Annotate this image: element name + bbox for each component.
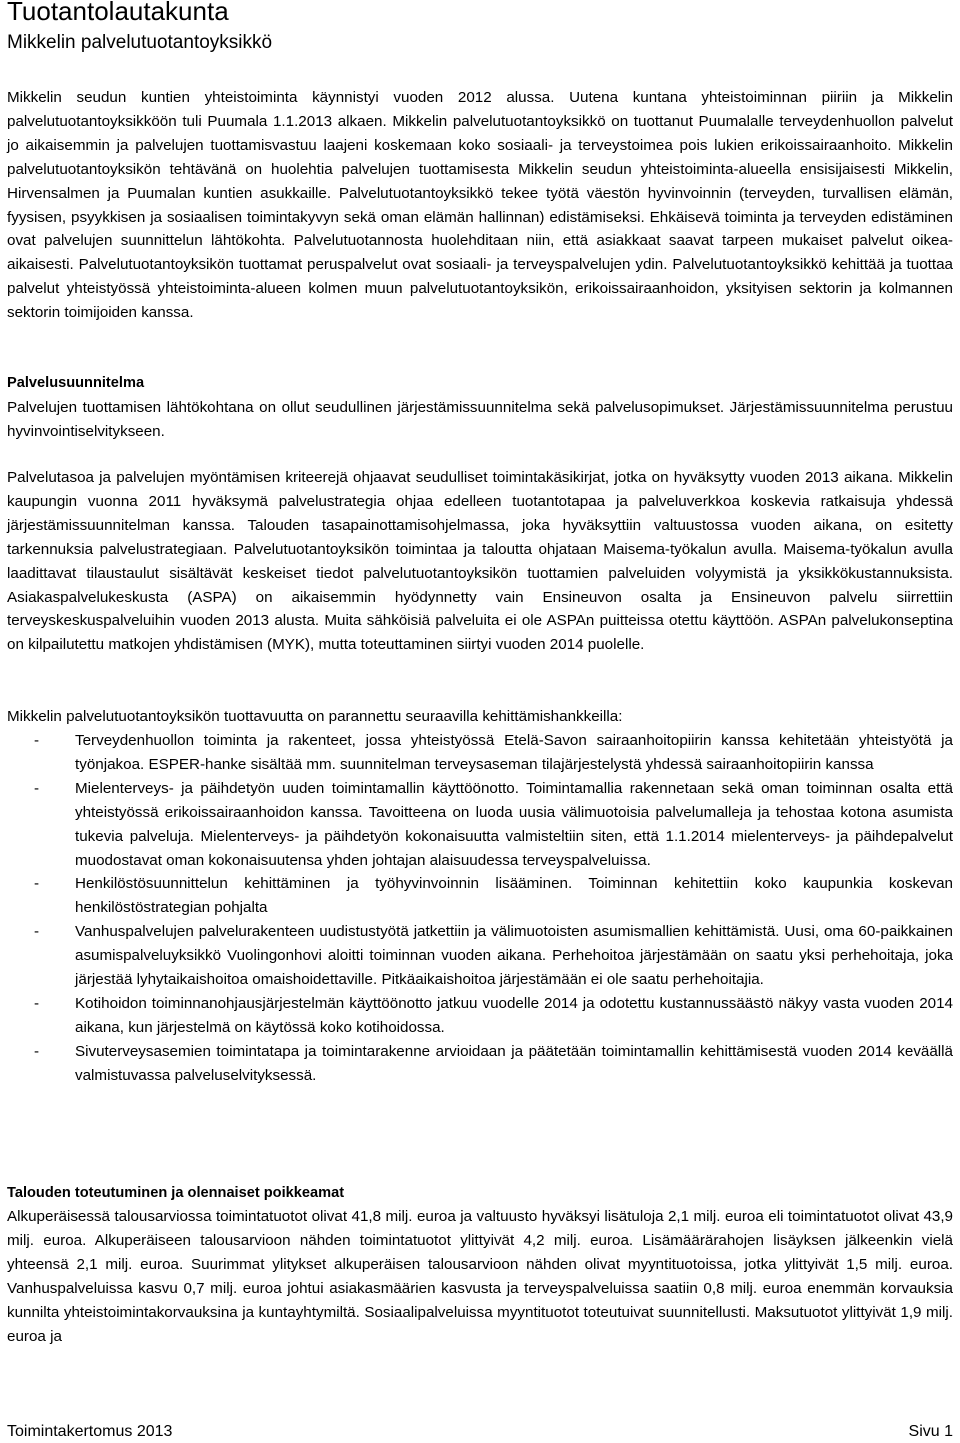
list-item-text: Kotihoidon toiminnanohjausjärjestelmän käyttöönotto jatkuu vuodelle 2014 ja odotettu kustannussäästö näkyy vasta vuoden 2014 aikana, kun järjestelmä on käytössä koko kotihoidossa. bbox=[75, 994, 953, 1036]
intro-paragraph: Mikkelin seudun kuntien yhteistoiminta käynnistyi vuoden 2012 alussa. Uutena kuntana yhteistoiminnan piiriin ja Mikkelin palvelutuotantoyksikköön tuli Puumala 1.1.2013 alkaen. Mikkelin palvelutuotantoyksikkö on tuottanut Puumalalle terveydenhuollon palvelut jo aikaisemmin ja palvelujen tuottamisvastuu laajeni koskemaan koko sosiaali- ja terveystoimea pois lukien erikoissairaanhoito. Mikkelin palvelutuotantoyksikön tehtävänä on huolehtia palvelujen tuottamisesta Mikkelin seudun yhteistoiminta-alueella ensisijaisesti Mikkelin, Hirvensalmen ja Puumalan kuntien asukkaille. Palvelutuotantoyksikkö tekee työtä väestön hyvinvoinnin (terveyden, turvallisen elämän, fyysisen, psyykkisen ja sosiaalisen toimintakyvyn sekä oman elämän hallinnan) edistämiseksi. Ehkäisevä toiminta ja terveyden edistäminen ovat palvelujen suunnittelun lähtökohta. Palvelutuotannosta huolehditaan niin, että asiakkaat saavat tarpeen mukaiset palvelut oikea-aikaisesti. Palvelutuotantoyksikön tuottamat peruspalvelut ovat sosiaali- ja terveyspalvelujen ydin. Palvelutuotantoyksikkö kehittää ja tuottaa palvelut yhteistyössä yhteistoiminta-alueen kolmen muun palvelutuotantoyksikön, erikoissairaanhoidon, yksityisen sektorin ja kolmannen sektorin toimijoiden kanssa. bbox=[7, 89, 953, 322]
footer-document-name: Toimintakertomus 2013 bbox=[7, 1423, 173, 1440]
talouden-toteutuminen-paragraph: Alkuperäisessä talousarviossa toimintatuotot olivat 41,8 milj. euroa ja valtuusto hyväksyi lisätuloja 2,1 milj. euroa eli toimintatuotot olivat 43,9 milj. euroa. Alkuperäiseen talousarvioon nähden toimintatuotot ylittyivät 4,2 milj. euroa. Lisämäärärahojen lisäyksen jälkeenkin vielä yhteensä 2,1 milj. euroa. Suurimmat ylitykset alkuperäisen talousarvioon nähden olivat myyntituotoissa, jotka ylittyivät 1,5 milj. euroa. Vanhuspalveluissa kasvu 0,7 milj. euroa johtui asiakasmäärien kasvusta ja terveyspalveluissa saatiin 0,8 milj. euroa enemmän korvauksia kunnilta yhteistoimintakorvauksina ja kuntayhtymiltä. Sosiaalipalveluissa myyntituotot toteutuivat suunnitellusti. Maksutuotot ylittyivät 1,9 milj. euroa ja bbox=[7, 1208, 953, 1345]
list-item bbox=[7, 1040, 953, 1088]
footer-page-number: Sivu 1 bbox=[908, 1423, 953, 1440]
list-dash: - bbox=[34, 875, 40, 893]
page-footer bbox=[7, 1421, 953, 1443]
list-item bbox=[7, 920, 953, 992]
section-heading-talouden-toteutuminen: Talouden toteutuminen ja olennaiset poikkeamat bbox=[7, 1185, 345, 1201]
list-item-text: Terveydenhuollon toiminta ja rakenteet, jossa yhteistyössä Etelä-Savon sairaanhoitopiirin kanssa kehitetään yhteistyötä ja työnjakoa. ESPER-hanke sisältää mm. suunnitelman terveysaseman tilajärjestelystä yhdessä sairaanhoitopiirin kanssa bbox=[75, 732, 953, 773]
list-item bbox=[7, 872, 953, 920]
list-item-text: Sivuterveysasemien toimintatapa ja toimintarakenne arvioidaan ja päätetään toimintamallin kehittämisestä vuoden 2014 keväällä valmistuvassa palveluselvityksessä. bbox=[75, 1042, 953, 1084]
list-item bbox=[7, 777, 953, 873]
list-dash: - bbox=[34, 994, 40, 1012]
development-list-intro: Mikkelin palvelutuotantoyksikön tuottavuutta on parannettu seuraavilla kehittämishankkeilla: bbox=[7, 708, 623, 725]
section-heading-palvelusuunnitelma: Palvelusuunnitelma bbox=[7, 375, 145, 391]
list-item bbox=[7, 992, 953, 1040]
palvelusuunnitelma-paragraph-1: Palvelujen tuottamisen lähtökohtana on ollut seudullinen järjestämissuunnitelma sekä palvelusopimukset. Järjestämissuunnitelma perustuu hyvinvointiselvitykseen. bbox=[7, 399, 953, 440]
development-projects-list bbox=[7, 729, 953, 1088]
list-dash: - bbox=[34, 1042, 40, 1060]
page-title: Tuotantolautakunta bbox=[7, 0, 229, 26]
list-dash: - bbox=[34, 923, 40, 941]
list-dash: - bbox=[34, 779, 40, 797]
palvelusuunnitelma-paragraph-2: Palvelutasoa ja palvelujen myöntämisen kriteerejä ohjaavat seudulliset toimintakäsikirjat, jotka on hyväksytty vuoden 2013 aikana. Mikkelin kaupungin vuonna 2011 hyväksymä palvelustrategia ohjaa edelleen tuotantotapaa ja palveluverkkoa koskevia ratkaisuja yhdessä järjestämissuunnitelman kanssa. Talouden tasapainottamisohjelmassa, joka hyväksyttiin valtuustossa vuoden aikana, on esitetty tarkennuksia palvelustrategiaan. Palvelutuotantoyksikön toimintaa ja taloutta ohjataan Maisema-työkalun avulla. Maisema-työkalun avulla laadittavat tilaustaulut sisältävät keskeiset tiedot palvelutuotantoyksikön tuottamien palveluiden volyymistä ja yksikkökustannuksista. Asiakaspalvelukeskusta (ASPA) on aikaisemmin hyödynnetty vain Ensineuvon osalta ja Ensineuvon palvelu siirrettiin terveyskeskuspalveluihin vuoden 2013 alusta. Muita sähköisiä palveluita ei ole ASPAn puitteissa otettu käyttöön. ASPAn palvelukonseptina on kilpailutettu matkojen yhdistämisen (MYK), mutta toteuttaminen siirtyi vuoden 2014 puolelle. bbox=[7, 469, 953, 654]
list-item-text: Vanhuspalvelujen palvelurakenteen uudistustyötä jatkettiin ja välimuotoisten asumismallien kehittämistä. Uusi, oma 60-paikkainen asumispalveluyksikkö Vuolingonhovi aloitti toiminnan vuoden aikana. Perhehoitoa järjestämään on saatu yksi perhehoitaja, joka järjestää lyhytaikaishoitoa omaishoidettaville. Pitkäaikaishoitoa järjestämään ei ole saatu perhehoitajia. bbox=[75, 923, 953, 989]
list-item bbox=[7, 729, 953, 777]
list-item-text: Mielenterveys- ja päihdetyön uuden toimintamallin käyttöönotto. Toimintamallia rakennetaan sekä oman toiminnan osalta että yhteistyössä erikoissairaanhoidon kanssa. Tavoitteena on luoda uusia välimuotoisia palvelumalleja ja tehostaa kotona asumista tukevia palveluja. Mielenterveys- ja päihdetyön kokonaisuutta valmisteltiin siten, että 1.1.2014 mielenterveys- ja päihdepalvelut muodostavat oman kokonaisuutensa yhden johtajan alaisuudessa terveyspalveluissa. bbox=[75, 779, 953, 869]
list-item-text: Henkilöstösuunnittelun kehittäminen ja työhyvinvoinnin lisääminen. Toiminnan kehitettiin koko kaupunkia koskevan henkilöstöstrategian pohjalta bbox=[75, 875, 953, 917]
list-dash: - bbox=[34, 732, 40, 749]
page-subtitle: Mikkelin palvelutuotantoyksikkö bbox=[7, 32, 273, 53]
